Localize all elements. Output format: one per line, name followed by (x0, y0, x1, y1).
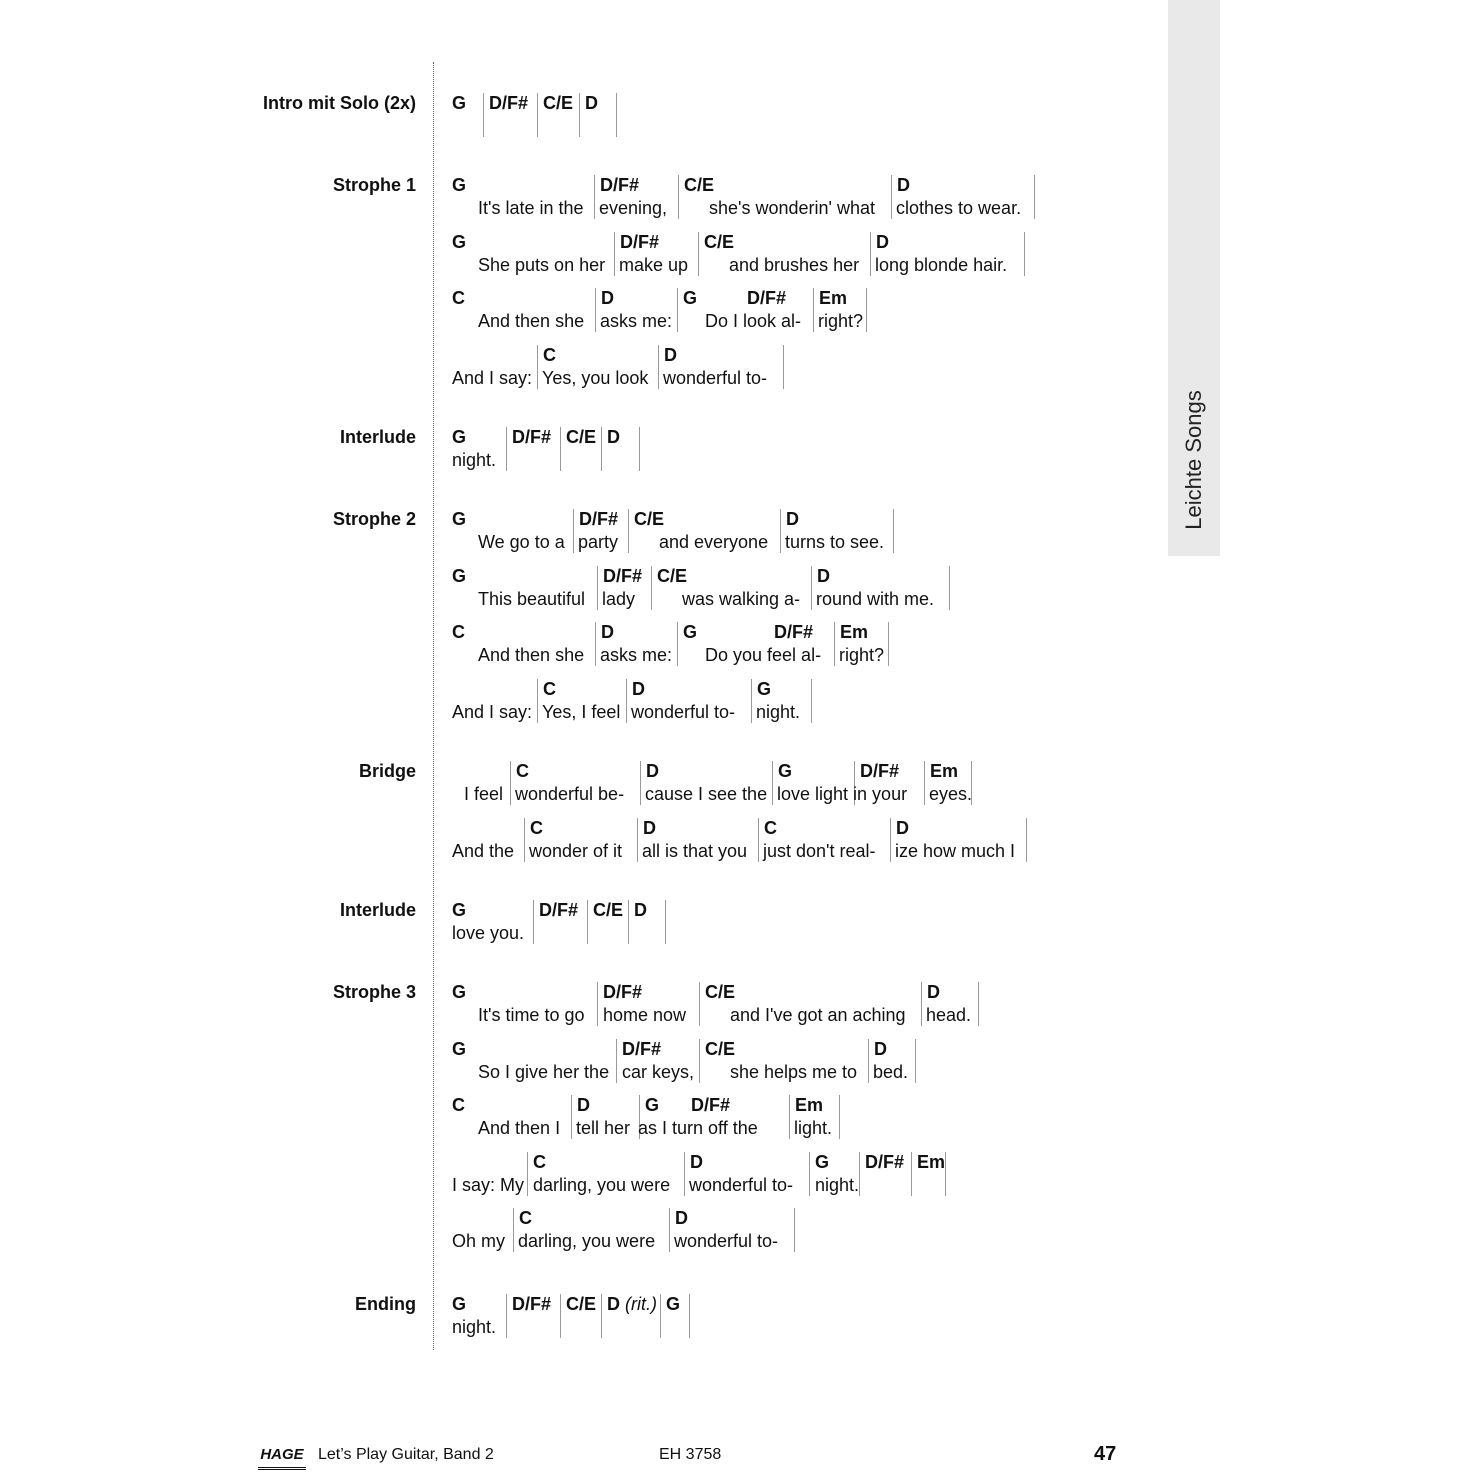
lyric-text: asks me: (600, 645, 673, 665)
chord-segment (452, 1152, 528, 1196)
chord-d-f: D/F# (600, 175, 640, 195)
section-label-bridge: Bridge (358, 761, 416, 781)
lyric-text: all is that you (642, 841, 748, 861)
chord-d: D (876, 232, 889, 252)
chord-g: G (452, 982, 467, 1002)
chord-g: G (452, 232, 467, 252)
section-tab-label: Leichte Songs (1181, 390, 1206, 530)
lyric-text: she's wonderin' what (709, 198, 875, 218)
chord-d: D (607, 427, 620, 447)
chord-segment (641, 761, 773, 805)
chord-d-f: D/F# (860, 761, 900, 781)
chord-segment (595, 175, 679, 219)
chord-g: G (683, 622, 698, 642)
chord-d-f: D/F# (539, 900, 579, 920)
chord-segment (528, 1152, 685, 1196)
lyric-text: and brushes her (729, 255, 860, 275)
chord-d: D (646, 761, 659, 781)
chord-segment (588, 900, 629, 944)
lyric-text: car keys, (622, 1062, 695, 1082)
lyric-text: she helps me to (730, 1062, 858, 1082)
chord-segment (598, 982, 700, 1026)
chord-d-f: D/F# (512, 427, 552, 447)
chord-g: G (452, 566, 467, 586)
chord-d-f: D/F# (603, 566, 643, 586)
chord-g: G (778, 761, 793, 781)
chord-d: D (601, 622, 614, 642)
chord-segment (922, 982, 979, 1026)
chord-g: G (683, 288, 698, 308)
chord-segment (871, 232, 1025, 276)
chord-g: G (452, 175, 467, 195)
chord-c-e: C/E (566, 1294, 597, 1314)
chord-segment (638, 1095, 790, 1139)
chord-segment (507, 427, 561, 471)
chord-segment (596, 288, 678, 332)
chord-segment (629, 509, 781, 553)
lyric-text: just don't real- (763, 841, 876, 861)
tempo-annotation: (rit.) (620, 1294, 657, 1314)
chord-segment (452, 1039, 617, 1083)
chord-segment (484, 93, 538, 137)
chord-c: C (530, 818, 543, 838)
chord-c: C (452, 622, 465, 642)
chord-d: D (897, 175, 910, 195)
chord-em: Em (917, 1152, 946, 1172)
lyric-text: turns to see. (785, 532, 885, 552)
chord-segment (452, 427, 507, 471)
lyric-text: eyes. (929, 784, 973, 804)
chord-segment (452, 818, 525, 862)
chord-segment (812, 566, 950, 610)
chord-segment (452, 566, 598, 610)
chord-segment (580, 93, 617, 137)
section-label-ending: Ending (355, 1294, 416, 1314)
lyric-text: It's time to go (478, 1005, 585, 1025)
lyric-text: night. (452, 450, 497, 470)
chord-d: D (634, 900, 647, 920)
lyric-text: And then she (478, 645, 585, 665)
chord-c: C (516, 761, 529, 781)
lyric-text: Oh my (452, 1231, 506, 1251)
chord-c: C (543, 679, 556, 699)
chord-c: C (452, 288, 465, 308)
chord-c-e: C/E (704, 232, 735, 252)
chord-segment (452, 509, 574, 553)
chord-g: G (452, 1294, 467, 1314)
chord-g: G (666, 1294, 681, 1314)
lyric-text: night. (756, 702, 801, 722)
chord-segment (452, 288, 596, 332)
lyric-text: asks me: (600, 311, 673, 331)
chord-g: G (645, 1095, 660, 1115)
chord-segment (810, 1152, 860, 1196)
chord-segment (659, 345, 784, 389)
chord-em: Em (930, 761, 959, 781)
chord-segment (572, 1095, 640, 1139)
chord-g: G (452, 427, 467, 447)
chord-segment (860, 1152, 912, 1196)
footer-book-title: Let’s Play Guitar, Band 2 (318, 1446, 494, 1463)
chord-em: Em (819, 288, 848, 308)
chord-segment (670, 1208, 795, 1252)
chord-c: C (533, 1152, 546, 1172)
chord-d-f: D/F# (691, 1095, 731, 1115)
lyric-text: lady (602, 589, 636, 609)
chord-segment (679, 175, 892, 219)
lyric-text: darling, you were (518, 1231, 656, 1251)
chord-segment (759, 818, 891, 862)
chord-d: D (896, 818, 909, 838)
lyric-text: head. (926, 1005, 972, 1025)
chord-segment (855, 761, 925, 805)
chord-segment (561, 427, 602, 471)
lyric-text: And the (452, 841, 515, 861)
chord-segment (912, 1152, 946, 1196)
lyric-text: wonderful to- (674, 1231, 779, 1251)
chord-g: G (452, 509, 467, 529)
chord-segment (685, 1152, 810, 1196)
chord-segment (452, 93, 484, 137)
chord-segment (814, 288, 867, 332)
chord-d: D (601, 288, 614, 308)
lyric-text: And then she (478, 311, 585, 331)
chord-segment (790, 1095, 840, 1139)
chord-segment (452, 900, 534, 944)
chord-c: C (764, 818, 777, 838)
chord-c-e: C/E (705, 1039, 736, 1059)
chord-c-e: C/E (543, 93, 574, 113)
chord-d-f: D/F# (512, 1294, 552, 1314)
chord-segment (617, 1039, 700, 1083)
section-label-strophe-2: Strophe 2 (332, 509, 416, 529)
chord-d: D (664, 345, 677, 365)
lyric-text: cause I see the (645, 784, 768, 804)
chord-segment (892, 175, 1035, 219)
lyric-text: Yes, I feel (542, 702, 621, 722)
lyric-text: round with me. (816, 589, 935, 609)
chord-g: G (452, 93, 467, 113)
chord-c-e: C/E (566, 427, 597, 447)
chord-d: D (585, 93, 598, 113)
publisher-logo: HAGE (258, 1445, 306, 1470)
chord-d: D (690, 1152, 703, 1172)
chord-segment (602, 1294, 661, 1338)
chord-c-e: C/E (593, 900, 624, 920)
lyric-text: wonderful be- (515, 784, 625, 804)
chord-segment (925, 761, 972, 805)
chord-segment (534, 900, 588, 944)
chord-segment (538, 345, 659, 389)
chord-d: D (927, 982, 940, 1002)
lyric-text: darling, you were (533, 1175, 671, 1195)
lyric-text: love you. (452, 923, 525, 943)
chord-segment (507, 1294, 561, 1338)
chord-d: D (675, 1208, 688, 1228)
chord-segment (596, 622, 678, 666)
lyric-text: wonderful to- (631, 702, 736, 722)
chord-d-f: D/F# (622, 1039, 662, 1059)
lyric-text: So I give her the (478, 1062, 610, 1082)
chord-segment (452, 1095, 572, 1139)
chord-segment (699, 232, 871, 276)
chord-segment (561, 1294, 602, 1338)
lyric-text: bed. (873, 1062, 909, 1082)
chord-d: D (786, 509, 799, 529)
lyric-text: wonderful to- (689, 1175, 794, 1195)
chord-segment (511, 761, 641, 805)
chord-g: G (757, 679, 772, 699)
chord-segment (525, 818, 638, 862)
chord-c-e: C/E (684, 175, 715, 195)
section-label-interlude: Interlude (339, 427, 416, 447)
lyric-text: right? (818, 311, 864, 331)
lyric-text: ize how much I (895, 841, 1016, 861)
footer-catalog-code: EH 3758 (659, 1446, 722, 1463)
lyric-text: was walking a- (682, 589, 801, 609)
chord-segment (629, 900, 666, 944)
chord-segment (574, 509, 629, 553)
chord-segment (705, 622, 835, 666)
chord-c: C (543, 345, 556, 365)
chord-segment (638, 818, 759, 862)
lyric-text: wonder of it (529, 841, 623, 861)
chord-segment (700, 982, 922, 1026)
chord-segment (652, 566, 812, 610)
section-label-strophe-3: Strophe 3 (332, 982, 416, 1002)
lyric-text: We go to a (478, 532, 565, 552)
lyric-text: wonderful to- (663, 368, 768, 388)
section-label-intro-mit-solo-2x: Intro mit Solo (2x) (263, 93, 416, 113)
chord-d-f: D/F# (747, 288, 787, 308)
chord-segment (452, 175, 595, 219)
chord-segment (891, 818, 1027, 862)
lyric-text: clothes to wear. (896, 198, 1022, 218)
lyric-text: And I say: (452, 702, 533, 722)
chord-d: D (577, 1095, 590, 1115)
chord-d-f: D/F# (620, 232, 660, 252)
lyric-text: This beautiful (478, 589, 586, 609)
chord-segment (781, 509, 894, 553)
chord-c-e: C/E (705, 982, 736, 1002)
chord-g: G (452, 1039, 467, 1059)
chord-segment (452, 679, 538, 723)
lyric-text: make up (619, 255, 689, 275)
chord-segment (615, 232, 699, 276)
chord-segment (661, 1294, 690, 1338)
chord-d: D (874, 1039, 887, 1059)
chord-segment (452, 982, 598, 1026)
lyric-text: It's late in the (478, 198, 584, 218)
chord-segment (705, 288, 814, 332)
chord-g: G (815, 1152, 830, 1172)
chord-segment (602, 427, 640, 471)
chord-segment (598, 566, 652, 610)
lyric-text: party (578, 532, 619, 552)
chord-segment (700, 1039, 869, 1083)
lyric-text: night. (452, 1317, 497, 1337)
section-label-interlude: Interlude (339, 900, 416, 920)
chord-g: G (452, 900, 467, 920)
chord-segment (835, 622, 889, 666)
chord-segment (538, 679, 627, 723)
lyric-text: right? (839, 645, 885, 665)
lyric-text: Yes, you look (542, 368, 649, 388)
lyric-text: long blonde hair. (875, 255, 1008, 275)
lyric-text: night. (815, 1175, 860, 1195)
lyric-text: light. (794, 1118, 833, 1138)
chord-segment (452, 232, 615, 276)
chord-segment (452, 1294, 507, 1338)
lyric-text: Do I look al- (705, 311, 802, 331)
chord-d-f: D/F# (865, 1152, 905, 1172)
lyric-text: tell her (576, 1118, 631, 1138)
page-number: 47 (1094, 1443, 1117, 1465)
lyric-text: She puts on her (478, 255, 606, 275)
lyric-text: evening, (599, 198, 668, 218)
dotted-divider (433, 62, 434, 1350)
chord-d: D (817, 566, 830, 586)
chord-segment (452, 761, 511, 805)
chord-em: Em (840, 622, 869, 642)
chord-c-e: C/E (657, 566, 688, 586)
chord-d-f: D/F# (579, 509, 619, 529)
chord-d: D (rit.) (607, 1294, 657, 1314)
chord-d: D (643, 818, 656, 838)
chord-c: C (452, 1095, 465, 1115)
chord-segment (514, 1208, 670, 1252)
lyric-text: and everyone (659, 532, 769, 552)
chord-segment (452, 345, 538, 389)
chord-d: D (632, 679, 645, 699)
lyric-text: I say: My (452, 1175, 525, 1195)
chord-segment (452, 622, 596, 666)
lyric-text: I feel (464, 784, 504, 804)
lyric-text: And then I (478, 1118, 561, 1138)
chord-segment (752, 679, 812, 723)
chord-segment (538, 93, 580, 137)
chord-segment (627, 679, 752, 723)
chord-segment (869, 1039, 916, 1083)
lyric-text: And I say: (452, 368, 533, 388)
chord-d-f: D/F# (774, 622, 814, 642)
chord-c: C (519, 1208, 532, 1228)
chord-d-f: D/F# (603, 982, 643, 1002)
chord-segment (452, 1208, 514, 1252)
chord-c-e: C/E (634, 509, 665, 529)
lyric-text: and I've got an aching (730, 1005, 906, 1025)
lyric-text: as I turn off the (638, 1118, 758, 1138)
chord-d-f: D/F# (489, 93, 529, 113)
lyric-text: love light in your (777, 784, 908, 804)
chord-em: Em (795, 1095, 824, 1115)
lyric-text: home now (603, 1005, 687, 1025)
lyric-text: Do you feel al- (705, 645, 822, 665)
section-label-strophe-1: Strophe 1 (332, 175, 416, 195)
